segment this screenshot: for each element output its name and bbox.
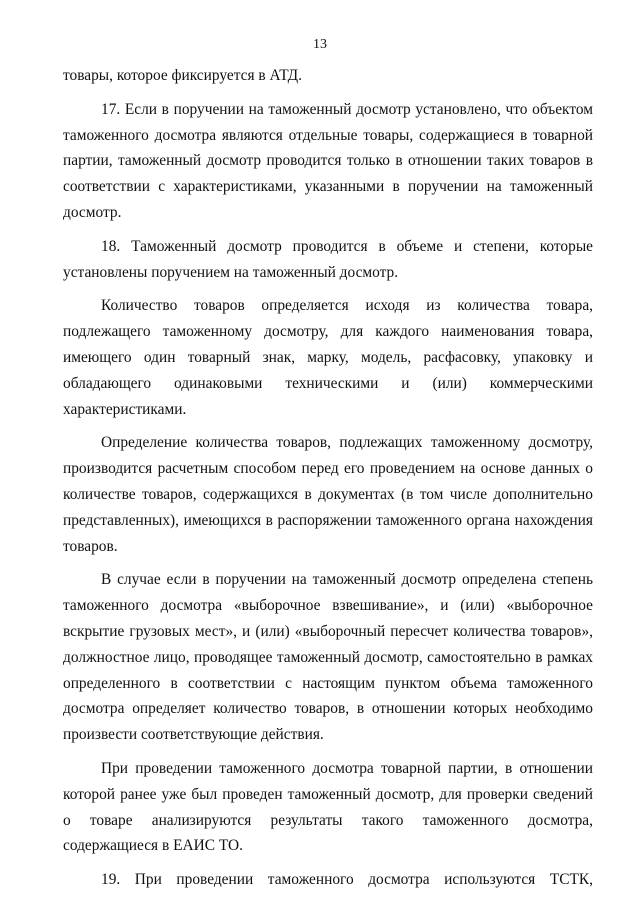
page-number: 13 (313, 37, 327, 52)
paragraph-item-19: 19. При проведении таможенного досмотра используются ТСТК, (101, 871, 593, 889)
paragraph-selective-inspection: В случае если в поручении на таможенный досмотр определена степень таможенного досмотра «выборочное взвешивание», и (или) «выборочное вскрытие грузовых мест», и (или) «выборочный пересчет количества товаров», должностное лицо, проводящее таможенный досмотр, самостоятельно в рамках определенного в соответствии с настоящим пунктом объема таможенного досмотра определяет количество товаров, в отношении которых необходимо произвести соответствующие действия. (63, 571, 593, 744)
document-body (63, 63, 593, 893)
paragraph-continuation: товары, которое фиксируется в АТД. (63, 67, 303, 84)
paragraph-item-17: 17. Если в поручении на таможенный досмотр установлено, что объектом таможенного досмотра являются отдельные товары, содержащиеся в товарной партии, таможенный досмотр проводится только в отношении таких товаров в соответствии с характеристиками, указанными в поручении на таможенный досмотр. (63, 100, 593, 221)
paragraph-quantity-determination: Определение количества товаров, подлежащих таможенному досмотру, производится расчетным способом перед его проведением на основе данных о количестве товаров, содержащихся в документах (в том числе дополнительно представленных), имеющихся в распоряжении таможенного органа нахождения товаров. (63, 434, 593, 555)
paragraph-goods-quantity: Количество товаров определяется исходя из количества товара, подлежащего таможенному досмотру, для каждого наименования товара, имеющего один товарный знак, марку, модель, расфасовку, упаковку и обладающего одинаковыми техническими и (или) коммерческими характеристиками. (63, 297, 593, 418)
paragraph-item-18: 18. Таможенный досмотр проводится в объеме и степени, которые установлены поручением на таможенный досмотр. (63, 237, 593, 281)
paragraph-repeat-inspection: При проведении таможенного досмотра товарной партии, в отношении которой ранее уже был проведен таможенный досмотр, для проверки сведений о товаре анализируются результаты такого таможенного досмотра, содержащиеся в ЕАИС ТО. (63, 759, 593, 855)
